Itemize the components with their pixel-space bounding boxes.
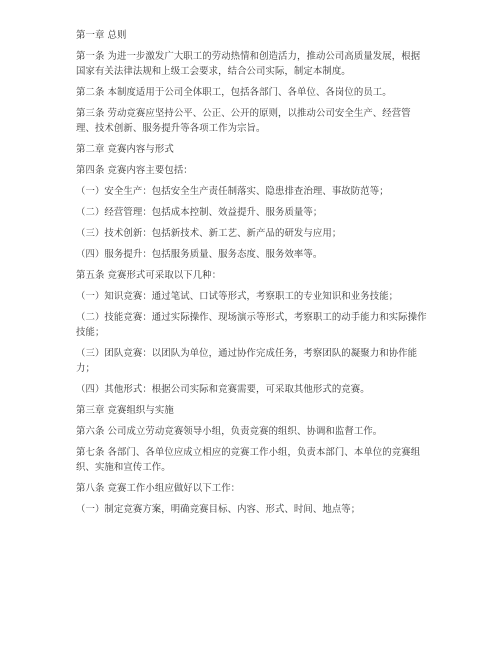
list-item: （四）服务提升：包括服务质量、服务态度、服务效率等。 bbox=[76, 249, 323, 260]
article-paragraph: 第二条 本制度适用于公司全体职工，包括各部门、各单位、各岗位的员工。 bbox=[76, 87, 392, 98]
list-item: （一）制定竞赛方案，明确竞赛目标、内容、形式、时间、地点等； bbox=[76, 504, 361, 515]
list-item: （四）其他形式：根据公司实际和竞赛需要，可采取其他形式的竞赛。 bbox=[76, 384, 370, 395]
article-paragraph: 第六条 公司成立劳动竞赛领导小组，负责竞赛的组织、协调和监督工作。 bbox=[76, 426, 383, 437]
article-paragraph: 第八条 竞赛工作小组应做好以下工作： bbox=[76, 483, 241, 494]
article-paragraph: 第一条 为进一步激发广大职工的劳动热情和创造活力，推动公司高质量发展，根据国家有关法律法规和上级工会要求，结合公司实际，制定本制度。 bbox=[76, 51, 421, 77]
chapter-heading: 第二章 竞赛内容与形式 bbox=[76, 144, 174, 155]
article-paragraph: 第七条 各部门、各单位应成立相应的竞赛工作小组，负责本部门、本单位的竞赛组织、实施和宣传工作。 bbox=[76, 447, 421, 473]
chapter-heading: 第一章 总则 bbox=[76, 30, 127, 41]
article-paragraph: 第三条 劳动竞赛应坚持公平、公正、公开的原则，以推动公司安全生产、经营管理、技术创新、服务提升等各项工作为宗旨。 bbox=[76, 108, 411, 134]
list-item: （二）经营管理：包括成本控制、效益提升、服务质量等； bbox=[76, 207, 323, 218]
list-item: （二）技能竞赛：通过实际操作、现场演示等形式，考察职工的动手能力和实际操作技能； bbox=[76, 312, 427, 338]
list-item: （三）团队竞赛：以团队为单位，通过协作完成任务，考察团队的凝聚力和协作能力； bbox=[76, 348, 418, 374]
list-item: （三）技术创新：包括新技术、新工艺、新产品的研发与应用； bbox=[76, 228, 342, 239]
chapter-heading: 第三章 竞赛组织与实施 bbox=[76, 405, 174, 416]
article-paragraph: 第五条 竞赛形式可采取以下几种： bbox=[76, 270, 222, 281]
document-body bbox=[76, 28, 428, 523]
list-item: （一）知识竞赛：通过笔试、口试等形式，考察职工的专业知识和业务技能； bbox=[76, 291, 399, 302]
article-paragraph: 第四条 竞赛内容主要包括： bbox=[76, 165, 193, 176]
list-item: （一）安全生产：包括安全生产责任制落实、隐患排查治理、事故防范等； bbox=[76, 186, 389, 197]
